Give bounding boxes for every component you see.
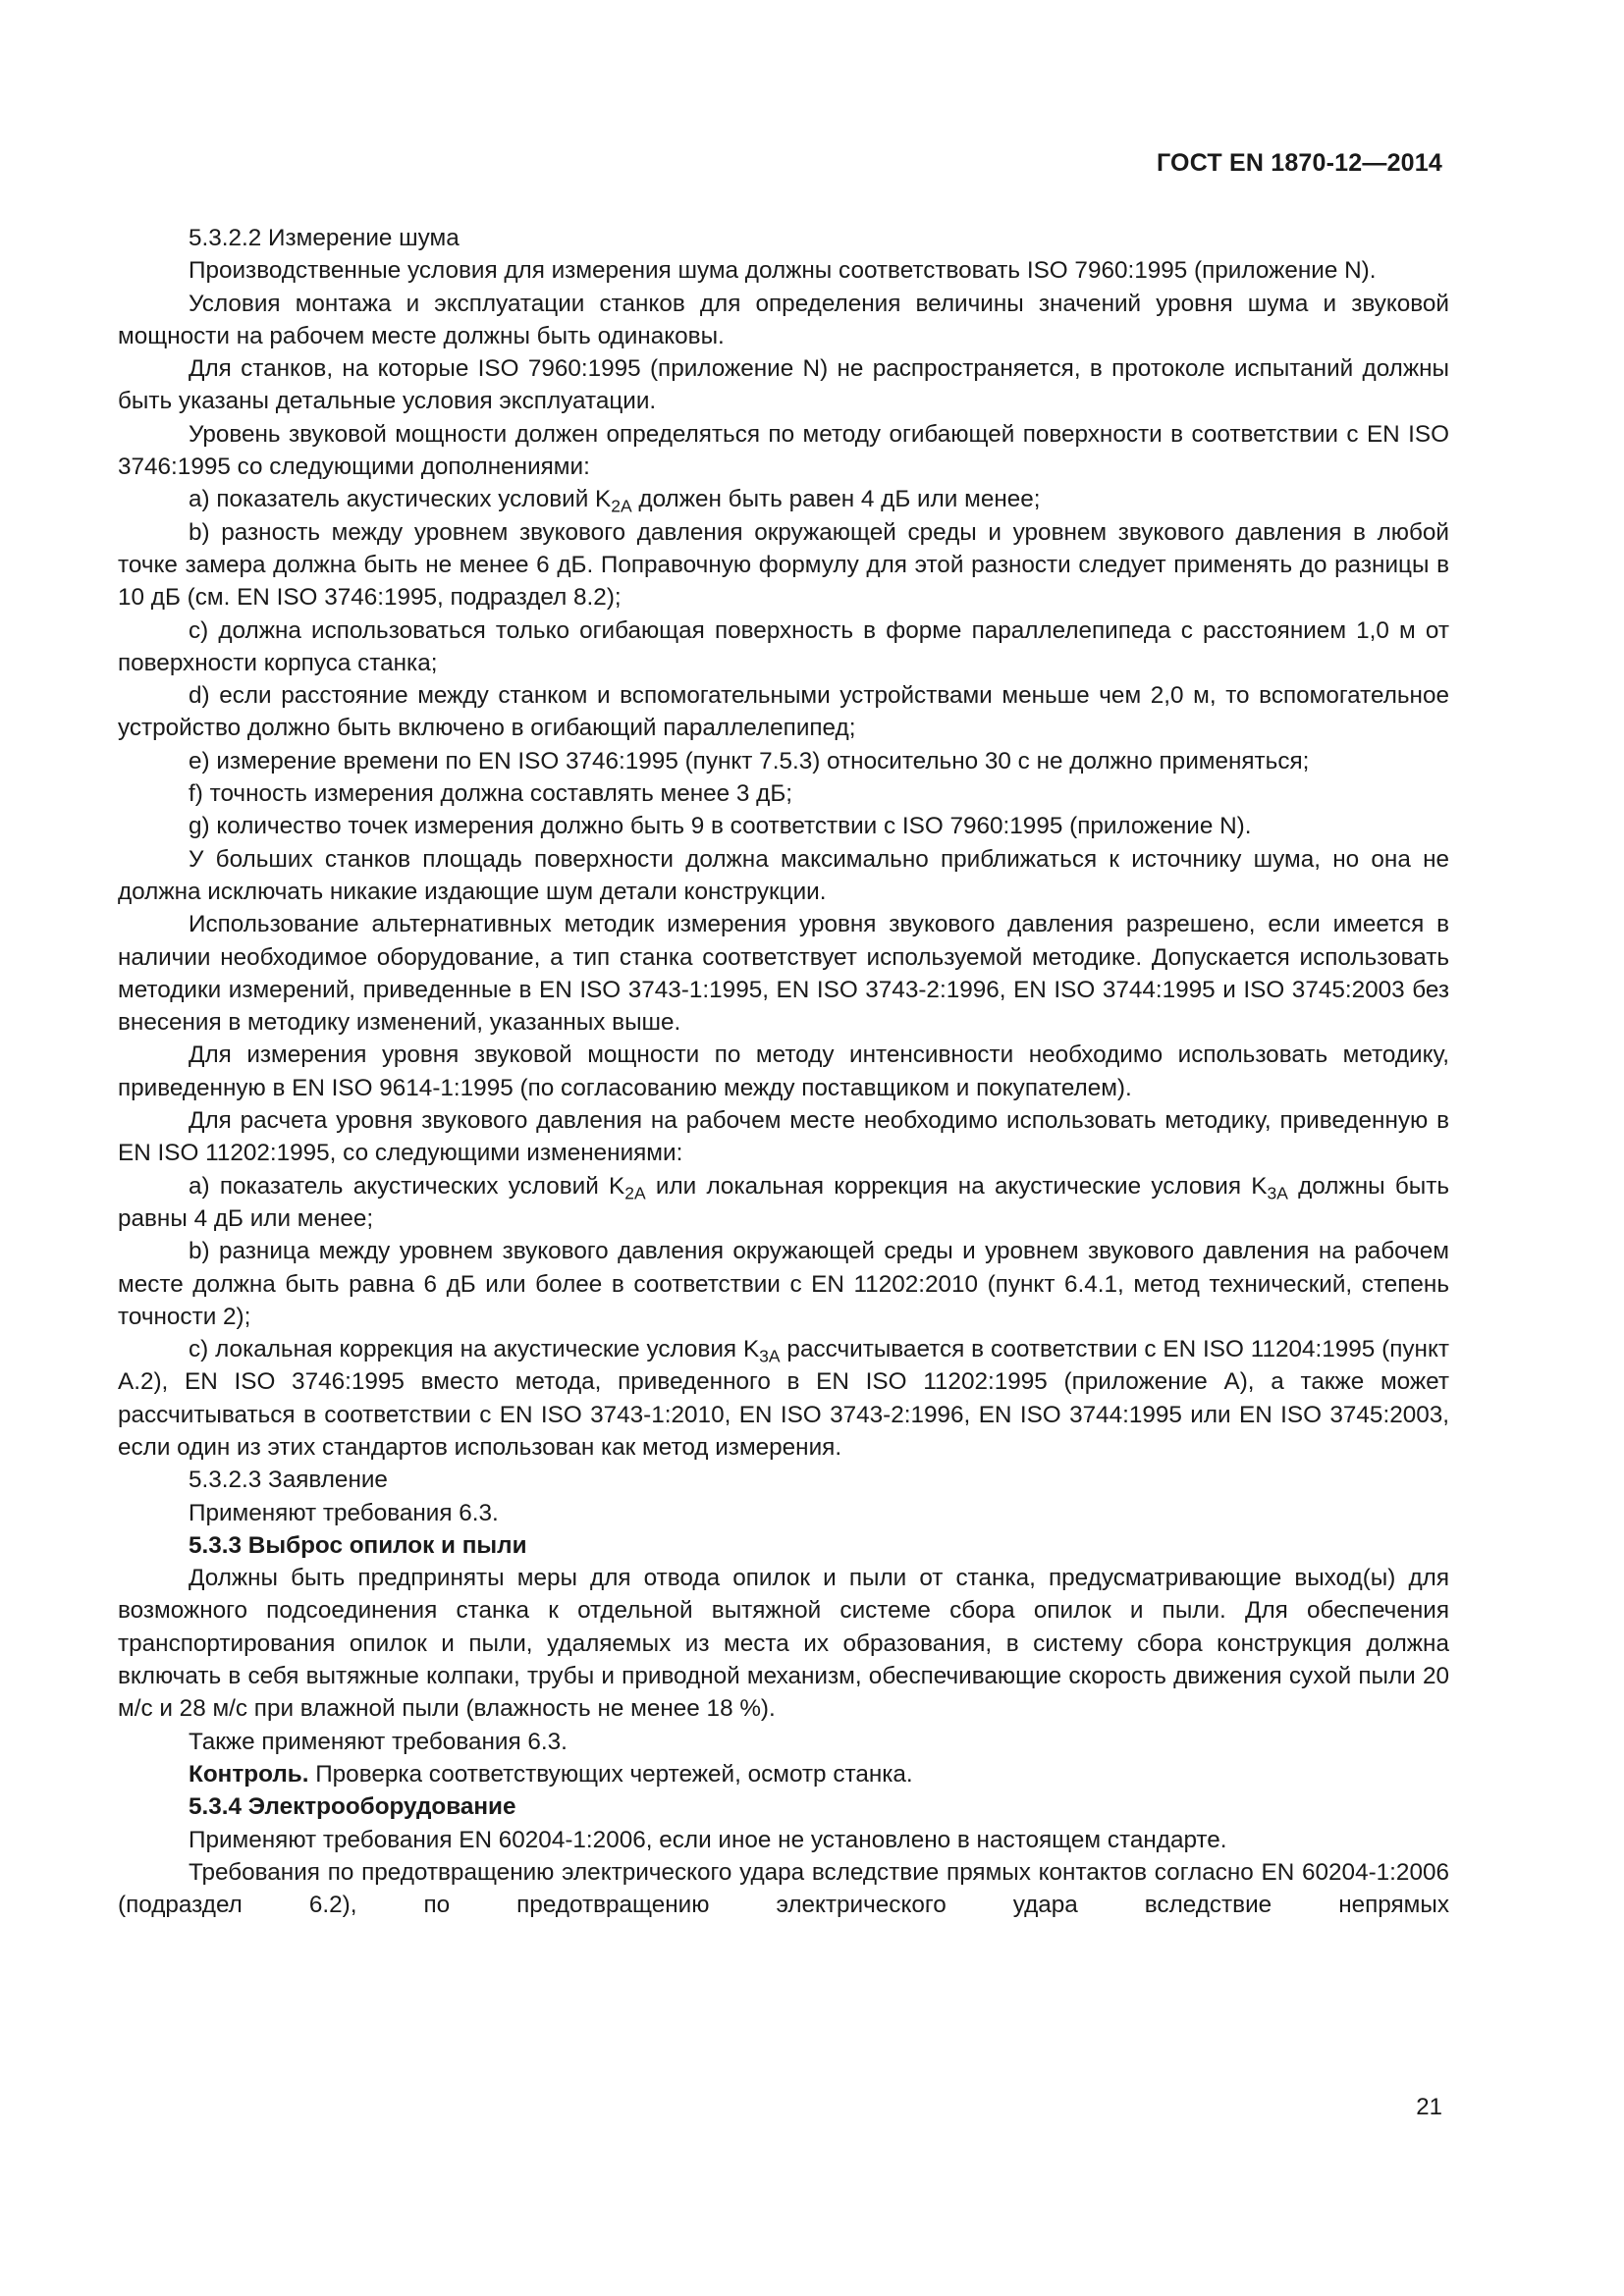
list-item: a) показатель акустических условий $K_{2A}$ или локальная коррекция на акустические условия $K_{3A}$ должны быть равны 4 дБ или менее; [118, 1172, 1449, 1232]
control-paragraph: Контроль. Проверка соответствующих чертежей, осмотр станка. [189, 1760, 913, 1788]
paragraph: Условия монтажа и эксплуатации станков для определения величины значений уровня шума и звуковой мощности на рабочем месте должны быть одинаковы. [118, 290, 1449, 349]
paragraph: Производственные условия для измерения шума должны соответствовать ISO 7960:1995 (приложение N). [189, 257, 1377, 285]
list-item: e) измерение времени по EN ISO 3746:1995 (пункт 7.5.3) относительно 30 с не должно применяться; [189, 747, 1310, 774]
list-item: a) показатель акустических условий $K_{2A}$ должен быть равен 4 дБ или менее; [189, 486, 1041, 516]
document-body [118, 222, 1449, 1921]
list-item: c) локальная коррекция на акустические условия $K_{3A}$ рассчитывается в соответствии с EN ISO 11204:1995 (пункт A.2), EN ISO 3746:1995 вместо метода, приведенного в EN ISO 11202:1995 (приложение A), а также может рассчитываться в соответствии с EN ISO 3743-1:2010, EN ISO 3743-2:1996, EN ISO 3744:1995 или EN ISO 3745:2003, если один из этих стандартов использован как метод измерения. [118, 1336, 1450, 1461]
section-heading: 5.3.4 Электрооборудование [189, 1793, 516, 1821]
list-item: c) должна использоваться только огибающая поверхность в форме параллелепипеда с расстоянием 1,0 м от поверхности корпуса станка; [118, 616, 1449, 676]
subsection-title: 5.3.2.3 Заявление [189, 1467, 388, 1494]
paragraph: Также применяют требования 6.3. [189, 1728, 568, 1755]
paragraph: Для измерения уровня звуковой мощности по методу интенсивности необходимо использовать методику, приведенную в EN ISO 9614-1:1995 (по согласованию между поставщиком и покупателем). [118, 1041, 1449, 1101]
subsection-title: 5.3.2.2 Измерение шума [189, 225, 460, 251]
list-item: g) количество точек измерения должно быть 9 в соответствии с ISO 7960:1995 (приложение N). [189, 813, 1252, 840]
paragraph: Требования по предотвращению электрического удара вследствие прямых контактов согласно EN 60204-1:2006 (подраздел 6.2), по предотвращению электрического удара вследствие непрямых [118, 1858, 1449, 1919]
list-item: b) разность между уровнем звукового давления окружающей среды и уровнем звукового давления в любой точке замера должна быть не менее 6 дБ. Поправочную формулу для этой разности следует применять до разницы в 10 дБ (см. EN ISO 3746:1995, подраздел 8.2); [118, 518, 1449, 612]
list-item: f) точность измерения должна составлять менее 3 дБ; [189, 780, 793, 808]
list-item: d) если расстояние между станком и вспомогательными устройствами меньше чем 2,0 м, то вспомогательное устройство должно быть включено в огибающий параллелепипед; [118, 682, 1449, 742]
paragraph: Должны быть предприняты меры для отвода опилок и пыли от станка, предусматривающие выход(ы) для возможного подсоединения станка к отдельной вытяжной системе сбора опилок и пыли. Для обеспечения транспортирования опилок и пыли, удаляемых из места их образования, в систему сбора конструкция должна включать в себя вытяжные колпаки, трубы и приводной механизм, обеспечивающие скорость движения сухой пыли 20 м/с и 28 м/с при влажной пыли (влажность не менее 18 %). [118, 1565, 1449, 1723]
list-item: b) разница между уровнем звукового давления окружающей среды и уровнем звукового давления на рабочем месте должна быть равна 6 дБ или более в соответствии с EN 11202:2010 (пункт 6.4.1, метод технический, степень точности 2); [118, 1238, 1449, 1330]
control-label: Контроль. [189, 1760, 309, 1788]
paragraph: Уровень звуковой мощности должен определяться по методу огибающей поверхности в соответствии с EN ISO 3746:1995 со следующими дополнениями: [118, 420, 1449, 481]
paragraph: У больших станков площадь поверхности должна максимально приближаться к источнику шума, но она не должна исключать никакие издающие шум детали конструкции. [118, 845, 1449, 905]
paragraph: Для расчета уровня звукового давления на рабочем месте необходимо использовать методику, приведенную в EN ISO 11202:1995, со следующими изменениями: [118, 1107, 1449, 1167]
page-number: 21 [1416, 2094, 1442, 2120]
document-header: ГОСТ EN 1870-12—2014 [1157, 149, 1442, 177]
paragraph: Для станков, на которые ISO 7960:1995 (приложение N) не распространяется, в протоколе испытаний должны быть указаны детальные условия эксплуатации. [118, 355, 1449, 415]
paragraph: Применяют требования EN 60204-1:2006, если иное не установлено в настоящем стандарте. [189, 1826, 1227, 1853]
paragraph: Использование альтернативных методик измерения уровня звукового давления разрешено, если имеется в наличии необходимое оборудование, а тип станка соответствует используемой методике. Допускается использовать методики измерений, приведенные в EN ISO 3743-1:1995, EN ISO 3743-2:1996, EN ISO 3744:1995 и ISO 3745:2003 без внесения в методику изменений, указанных выше. [118, 911, 1449, 1037]
paragraph: Применяют требования 6.3. [189, 1499, 499, 1526]
section-heading: 5.3.3 Выброс опилок и пыли [189, 1531, 527, 1559]
